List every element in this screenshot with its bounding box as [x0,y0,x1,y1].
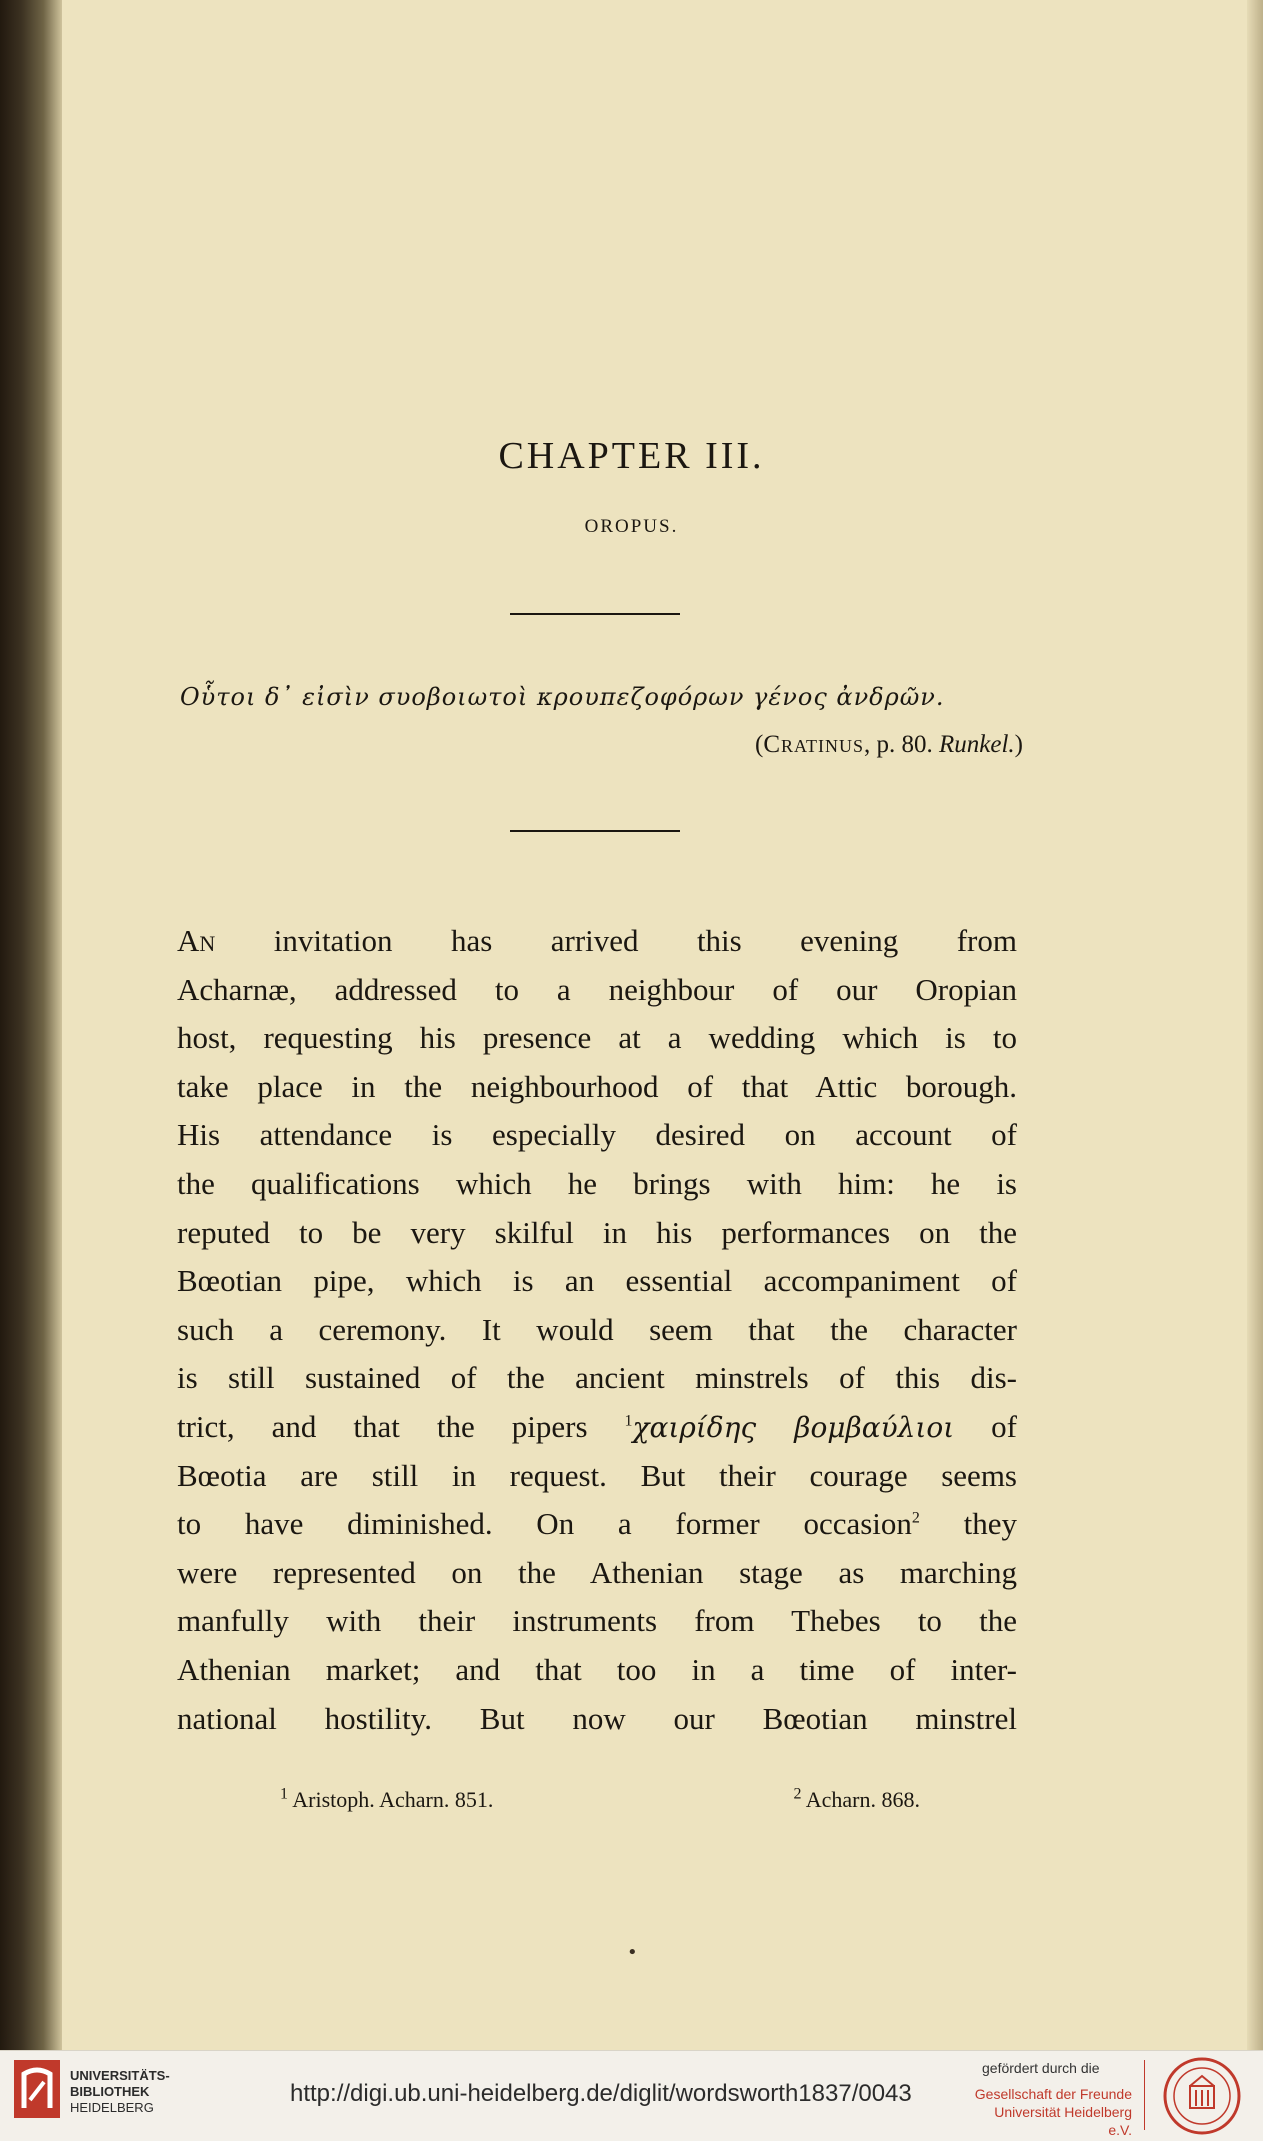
body-paragraph [177,917,1017,1743]
body-line: take place in the neighbourhood of that Attic borough. [177,1068,1017,1104]
body-line: national hostility. But now our Bœotian minstrel [177,1700,1017,1736]
body-line: were represented on the Athenian stage as marching [177,1554,1017,1590]
greek-epigraph: Οὗτοι δ᾽ εἰσὶν συοβοιωτοὶ κρουπεζοφόρων γένος ἀνδρῶν. [180,683,945,711]
body-line: trict, and that the pipers $^1$χαιρίδης βομβαύλιοι of [177,1408,1018,1444]
footnote: $^2$ Acharn. 868. [793,1785,920,1812]
footnote-ref: 2 [911,1509,920,1527]
book-binding-edge [0,0,62,2050]
page-edge [1247,0,1263,2050]
divider-rule [510,830,680,832]
permalink-url[interactable]: http://digi.ub.uni-heidelberg.de/diglit/wordsworth1837/0043 [290,2080,912,2107]
society-name[interactable]: Gesellschaft der Freunde Universität Heidelberg e.V. [974,2086,1132,2138]
chapter-title: CHAPTER III. [498,435,765,477]
body-line: Athenian market; and that too in a time of inter- [177,1651,1017,1687]
library-logo-icon[interactable] [14,2060,60,2118]
body-line: manfully with their instruments from Thebes to the [177,1603,1017,1639]
body-line: host, requesting his presence at a wedding which is to [177,1020,1017,1056]
epigraph-attribution: (Cratinus, p. 80. Runkel.) [754,731,1023,758]
body-line: His attendance is especially desired on account of [177,1117,1017,1153]
page-mark: • [627,1942,638,1963]
body-line: reputed to be very skilful in his performances on the [177,1214,1017,1250]
library-name[interactable]: UNIVERSITÄTS- BIBLIOTHEK HEIDELBERG [70,2068,170,2115]
body-line: Bœotia are still in request. But their courage seems [177,1457,1017,1493]
body-line: is still sustained of the ancient minstrels of this dis- [177,1360,1017,1396]
footnote-ref: 1 [624,1412,633,1430]
society-seal-icon[interactable] [1162,2056,1242,2136]
body-line: Bœotian pipe, which is an essential accompaniment of [177,1263,1017,1299]
body-line: such a ceremony. It would seem that the character [177,1311,1017,1347]
body-line: An invitation has arrived this evening from [177,923,1017,958]
chapter-subtitle: OROPUS. [584,516,679,537]
footnotes [280,1787,920,1813]
body-line: to have diminished. On a former occasion$^2$ they [177,1506,1017,1542]
body-line: the qualifications which he brings with him: he is [177,1165,1017,1201]
funded-by-label: gefördert durch die [982,2060,1100,2076]
body-line: Acharnæ, addressed to a neighbour of our Oropian [177,971,1017,1007]
footer-divider [1144,2060,1145,2130]
divider-rule [510,613,680,615]
footnote: $^1$ Aristoph. Acharn. 851. [280,1785,494,1812]
